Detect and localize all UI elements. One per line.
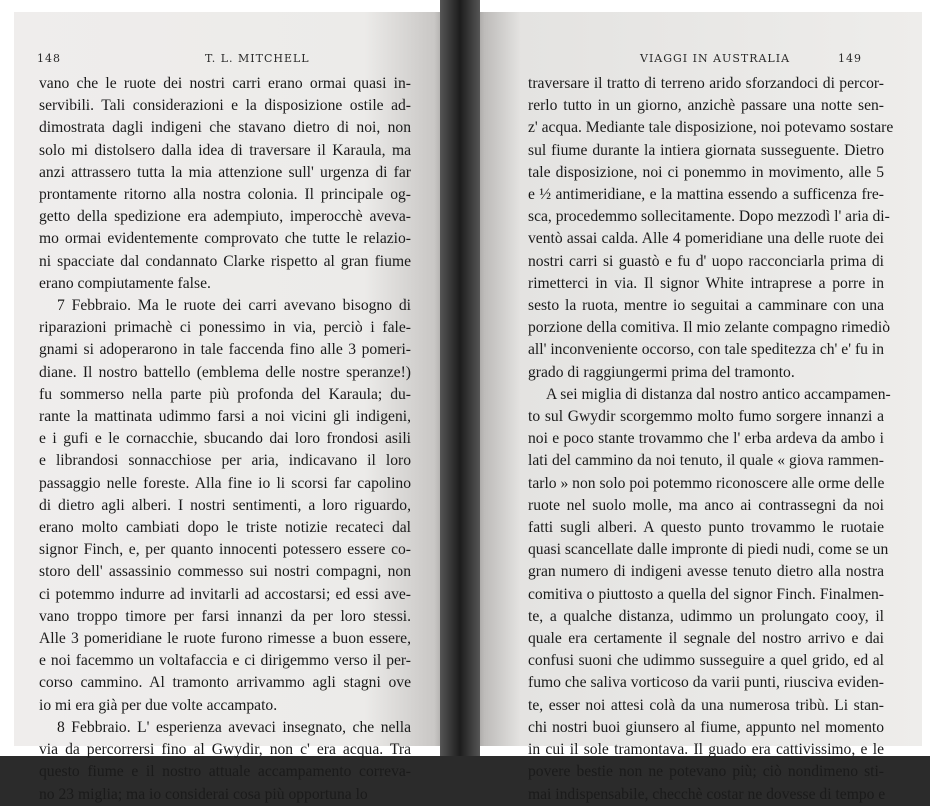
- book-gutter: [440, 0, 480, 756]
- text-line: anzi attrassero tutta la mia attenzione sull' urgenza di far: [39, 163, 411, 181]
- text-line: via da percorrersi fino al Gwydir, non c' era acqua. Tra: [39, 741, 411, 759]
- text-line: nostri carri si guastò e fu d' uopo racconciarla prima di: [528, 252, 884, 270]
- text-line: grado di raggiungermi prima del tramonto.: [528, 363, 795, 381]
- text-line: 7 Febbraio. Ma le ruote dei carri avevano bisogno di: [57, 297, 411, 315]
- text-line: e ½ antimeridiane, e la mattina essendo a sufficenza fre-: [528, 186, 884, 204]
- text-line: vano che le ruote dei nostri carri erano ormai quasi in-: [39, 75, 411, 92]
- text-line: te, a qualche distanza, udimmo un prolungato cooy, il: [528, 607, 884, 625]
- text-line: mai indispensabile, checchè costar ne dovesse di tempo e: [528, 785, 886, 803]
- text-line: chi nostri buoi giunsero al fiume, appunto nel momento: [528, 718, 884, 736]
- text-line: di dietro agli alberi. I nostri sentimenti, a loro riguardo,: [39, 496, 411, 514]
- text-line: gran numero di indigeni avesse tenuto dietro alla nostra: [528, 563, 884, 581]
- text-line: quale era certamente il segnale del nostro arrivo e dai: [528, 630, 884, 648]
- text-line: tarlo » non solo poi potemmo riconoscere alle orme delle: [528, 474, 885, 492]
- text-line: ventò assai calda. Alle 4 pomeridiane una delle ruote dei: [528, 230, 884, 248]
- text-line: signor Finch, e, per quanto innocenti potessero essere co-: [39, 541, 411, 559]
- text-line: ruote nel suolo molle, ma anco ai contrassegni da noi: [528, 496, 884, 514]
- text-line: getto della spedizione era adempiuto, imperocchè aveva-: [39, 208, 411, 226]
- text-line: diane. Il nostro battello (emblema delle nostre speranze!): [39, 363, 411, 381]
- text-line: erano compiutamente false.: [39, 274, 211, 292]
- text-line: fatti sugli alberi. A questo punto trovammo le ruotaie: [528, 519, 884, 537]
- text-line: sul fiume durante la intiera giornata susseguente. Dietro: [528, 141, 884, 159]
- text-line: comitiva o piuttosto a quella del signor Finch. Finalmen-: [528, 585, 884, 603]
- text-line: sesto la ruota, mentre io seguitai a camminare con una: [528, 297, 884, 315]
- text-line: tale disposizione, noi ci ponemmo in movimento, alle 5: [528, 163, 884, 181]
- text-line: e librandosi sonnacchiose per aria, indicavano il loro: [39, 452, 411, 470]
- text-line: gnami si adoperarono in tale faccenda fino alle 3 pomeri-: [39, 341, 411, 359]
- text-line: Alle 3 pomeridiane le ruote furono rimesse a buon essere,: [39, 630, 411, 648]
- text-line: all' inconveniente occorso, con tale speditezza ch' e' fu in: [528, 341, 884, 359]
- text-line: traversare il tratto di terreno arido sforzandoci di percor-: [528, 75, 884, 92]
- text-line: povere bestie non ne potevano più; ciò nondimeno sti-: [528, 763, 884, 781]
- text-line: servibili. Tali considerazioni e la disposizione ostile ad-: [39, 97, 411, 115]
- text-line: fu sommerso nella parte più profonda del Karaula; du-: [39, 385, 411, 403]
- text-line: z' acqua. Mediante tale disposizione, noi potevamo sostare: [528, 119, 894, 137]
- right-page-body: [528, 73, 894, 806]
- text-line: lati del cammino da noi tenuto, il quale « giova rammen-: [528, 452, 884, 470]
- text-line: in cui il sole tramontava. Il guado era cattivissimo, e le: [528, 741, 884, 759]
- text-line: rimetterci in via. Il signor White intraprese a porre in: [528, 274, 884, 292]
- text-line: corso cammino. Al tramonto arrivammo agli stagni ove: [39, 674, 411, 692]
- left-running-head: T. L. MITCHELL: [205, 52, 310, 65]
- text-line: io mi era già per due volte accampato.: [39, 696, 278, 714]
- text-line: sca, procedemmo sollecitamente. Dopo mezzodì l' aria di-: [528, 208, 890, 226]
- text-line: dimostrata dagli indigeni che stavano dietro di noi, non: [39, 119, 411, 137]
- text-line: passaggio nelle foreste. Alla fine io li scorsi far capolino: [39, 474, 411, 492]
- text-line: prontamente ritorno alla nostra colonia. Il principale og-: [39, 186, 411, 204]
- right-page-number: 149: [838, 52, 862, 65]
- text-line: no 23 miglia; ma io considerai cosa più opportuna lo: [39, 785, 368, 803]
- text-line: A sei miglia di distanza dal nostro antico accampamen-: [546, 385, 891, 403]
- left-page-number: 148: [37, 52, 61, 65]
- text-line: te, esser noi attesi colà da una numerosa tribù. Li stan-: [528, 696, 884, 714]
- text-line: erano molto cambiati dopo le triste notizie recateci dal: [39, 519, 411, 537]
- text-line: rante la mattinata udimmo farsi a noi vicini gli indigeni,: [39, 408, 411, 426]
- text-line: e i gufi e le cornacchie, sbucando dai loro frondosi asili: [39, 430, 411, 448]
- text-line: vano troppo timore per farsi innanzi da per loro stessi.: [39, 607, 411, 625]
- text-line: confusi suoni che udimmo susseguire a quel grido, ed al: [528, 652, 884, 670]
- left-page-body: [39, 73, 411, 806]
- right-running-head: VIAGGI IN AUSTRALIA: [640, 52, 791, 65]
- text-line: rerlo tutto in un giorno, anzichè passare una notte sen-: [528, 97, 884, 115]
- text-line: ci potemmo indurre ad invitarli ad accostarsi; ed essi ave-: [39, 585, 411, 603]
- text-line: 8 Febbraio. L' esperienza avevaci insegnato, che nella: [57, 718, 411, 736]
- text-line: questo fiume e il nostro attuale accampamento correva-: [39, 763, 411, 781]
- text-line: quasi scancellate dalle impronte di piedi nudi, come se un: [528, 541, 889, 559]
- text-line: storo dell' assassinio commesso sui nostri compagni, non: [39, 563, 411, 581]
- text-line: fumo che saliva vorticoso da varii punti, riusciva eviden-: [528, 674, 884, 692]
- text-line: porzione della comitiva. Il mio zelante compagno rimediò: [528, 319, 890, 337]
- text-line: ni spacciate dal condannato Clarke rispetto al gran fiume: [39, 252, 411, 270]
- text-line: solo mi distolsero dalla idea di traversare il Karaula, ma: [39, 141, 411, 159]
- text-line: noi e poco stante trovammo che l' erba ardeva da ambo i: [528, 430, 884, 448]
- text-line: riparazioni primachè ci ponessimo in via, perciò i fale-: [39, 319, 411, 337]
- text-line: to sul Gwydir scorgemmo molto fumo sorgere innanzi a: [528, 408, 884, 426]
- text-line: mo ormai evidentemente comprovato che tutte le relazio-: [39, 230, 411, 248]
- text-line: e noi facemmo un voltafaccia e ci dirigemmo verso il per-: [39, 652, 411, 670]
